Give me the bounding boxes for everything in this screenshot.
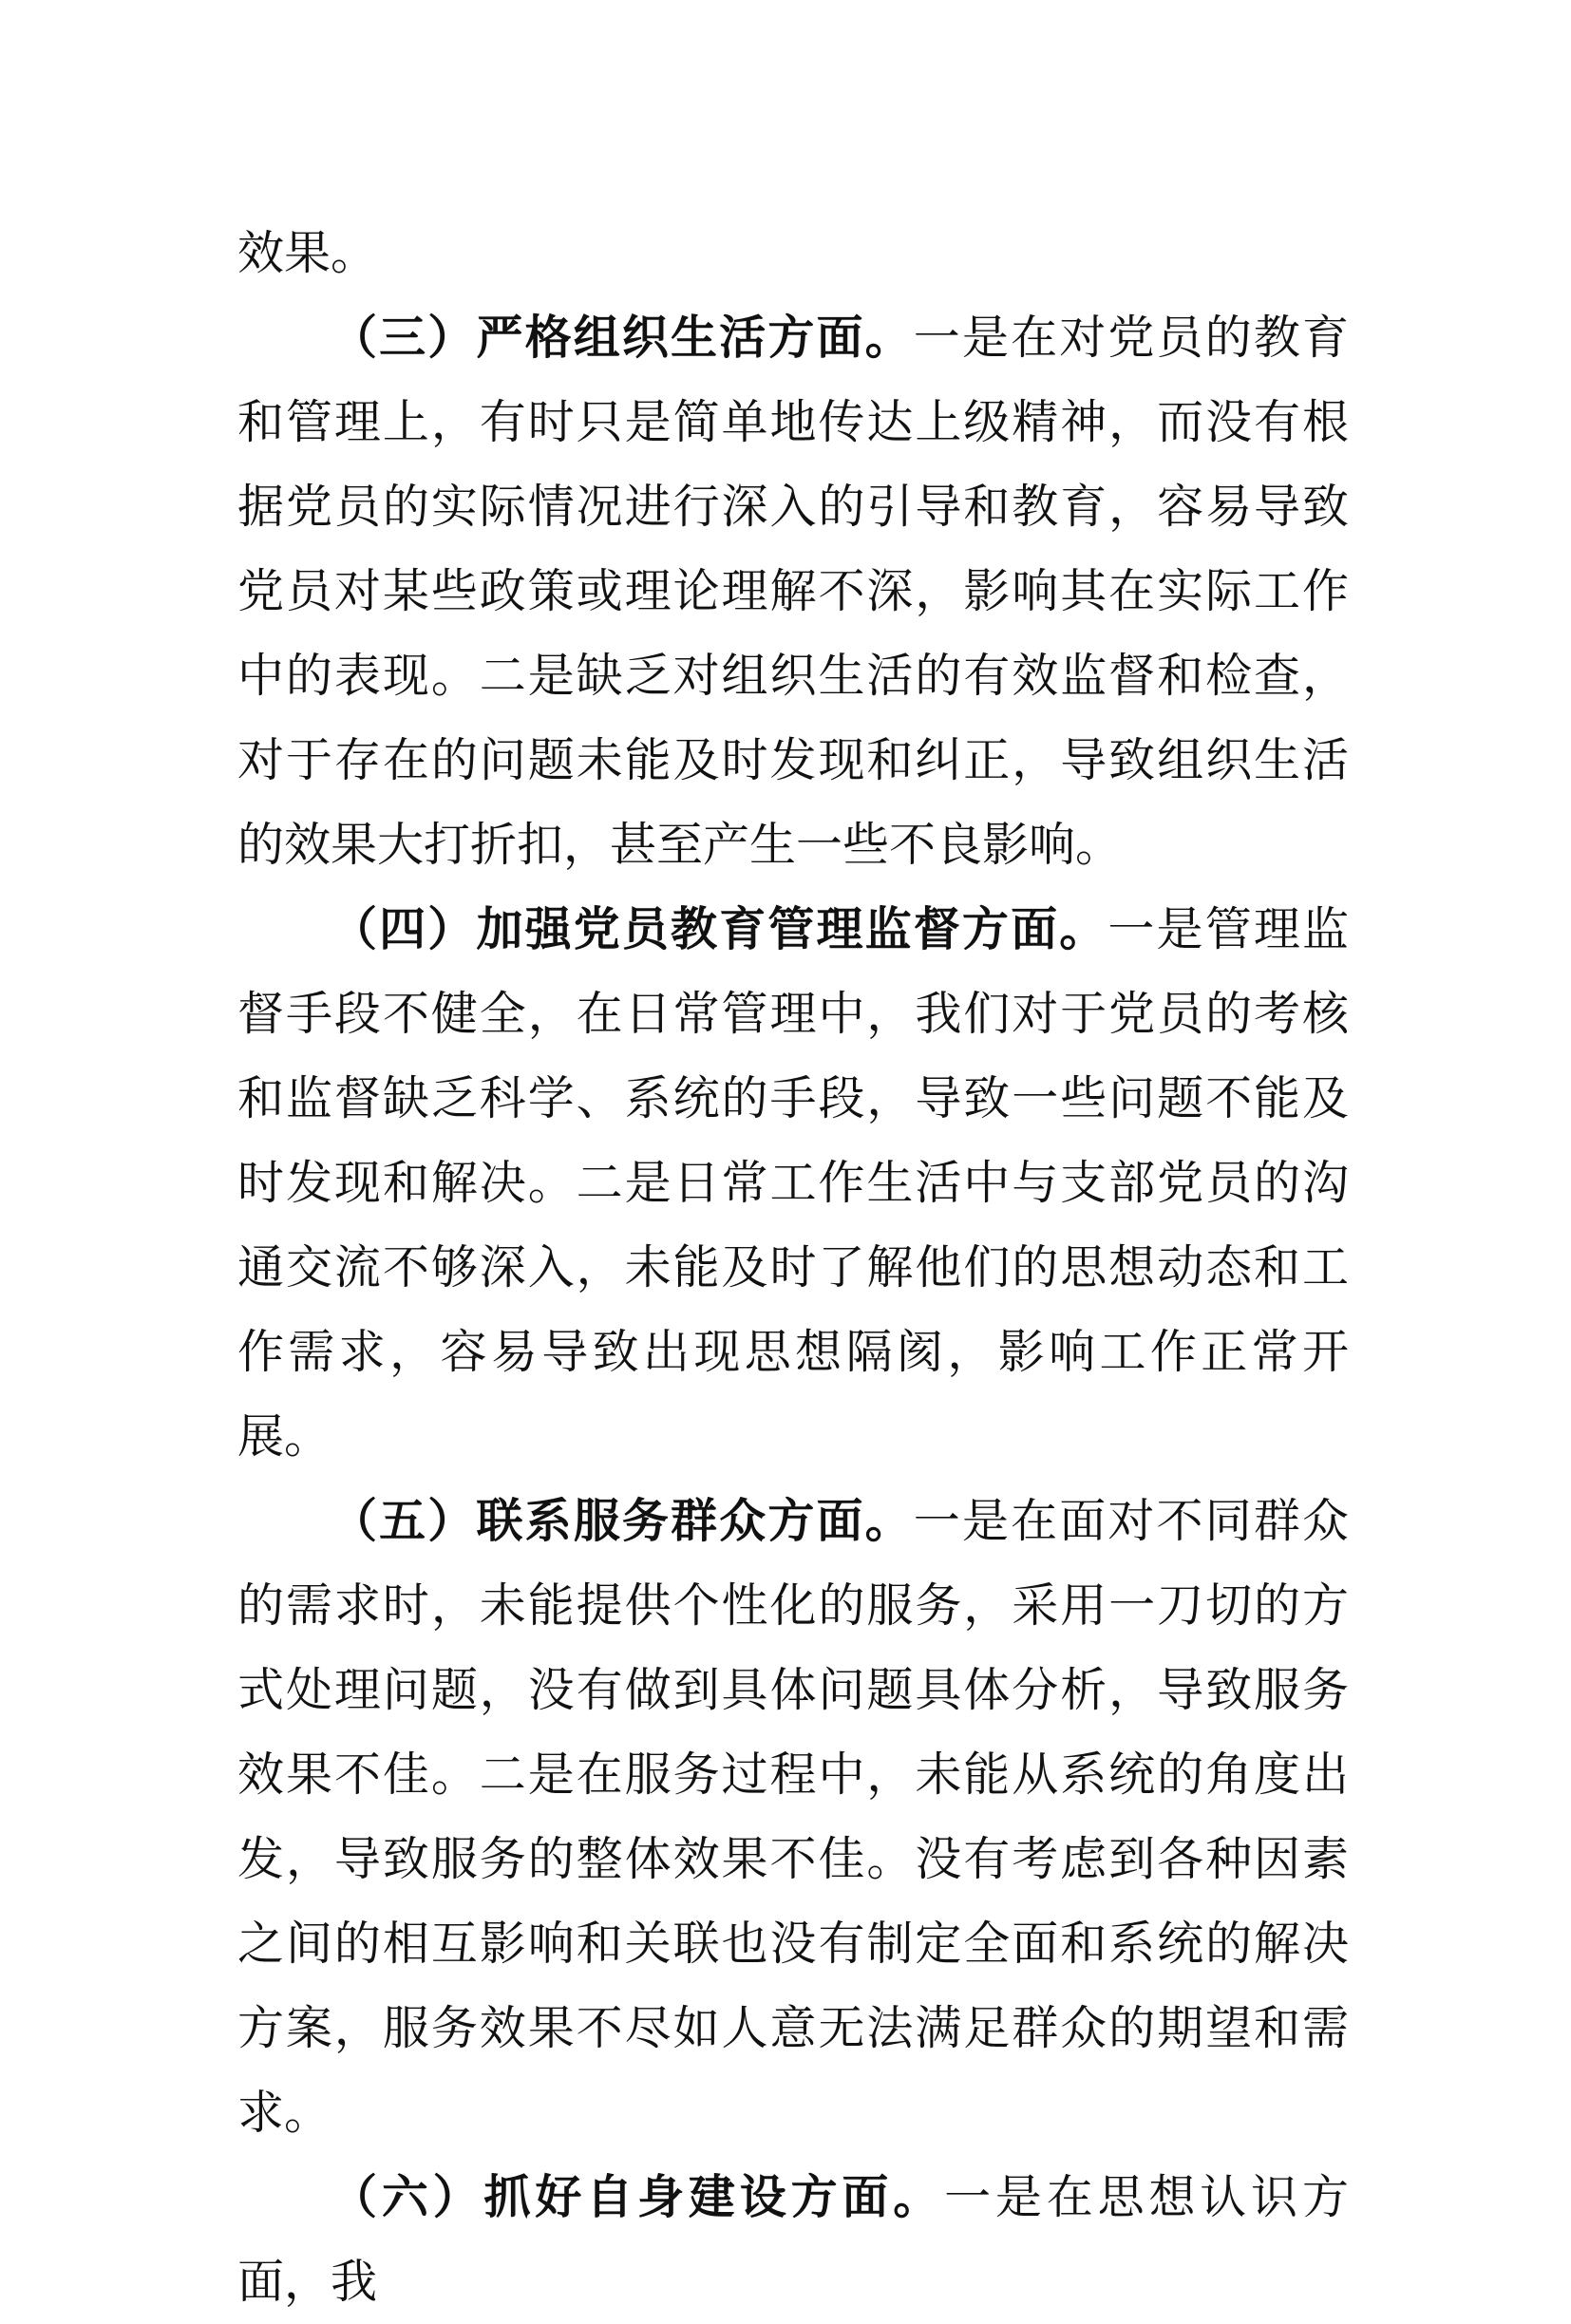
paragraph-body: 一是管理监督手段不健全，在日常管理中，我们对于党员的考核和监督缺乏科学、系统的手段，导致一些问题不能及时发现和解决。二是日常工作生活中与支部党员的沟通交流不够深入，未能及时了解他们的思想动态和工作需求，容易导致出现思想隔阂，影响工作正常开展。 — [237, 902, 1349, 1464]
paragraph-section-5 — [237, 1479, 1349, 2155]
paragraph-continuation — [237, 211, 1349, 295]
paragraph-body: 一是在面对不同群众的需求时，未能提供个性化的服务，采用一刀切的方式处理问题，没有做到具体问题具体分析，导致服务效果不佳。二是在服务过程中，未能从系统的角度出发，导致服务的整体效果不佳。没有考虑到各种因素之间的相互影响和关联也没有制定全面和系统的解决方案，服务效果不尽如人意无法满足群众的期望和需求。 — [237, 1494, 1349, 2140]
paragraph-section-6 — [237, 2155, 1349, 2324]
document-body — [237, 211, 1349, 2324]
section-heading: （三）严格组织生活方面。 — [331, 311, 914, 365]
section-heading: （五）联系服务群众方面。 — [331, 1494, 914, 1548]
paragraph-body: 一是在思想认识方面，我 — [237, 2170, 1349, 2309]
paragraph-body: 一是在对党员的教育和管理上，有时只是简单地传达上级精神，而没有根据党员的实际情况进行深入的引导和教育，容易导致党员对某些政策或理论理解不深，影响其在实际工作中的表现。二是缺乏对组织生活的有效监督和检查，对于存在的问题未能及时发现和纠正，导致组织生活的效果大打折扣，甚至产生一些不良影响。 — [237, 311, 1349, 872]
paragraph-section-3 — [237, 295, 1349, 887]
section-heading: （六）抓好自身建设方面。 — [331, 2170, 945, 2224]
section-heading: （四）加强党员教育管理监督方面。 — [331, 902, 1108, 956]
paragraph-section-4 — [237, 887, 1349, 1479]
paragraph-body: 效果。 — [237, 226, 378, 280]
